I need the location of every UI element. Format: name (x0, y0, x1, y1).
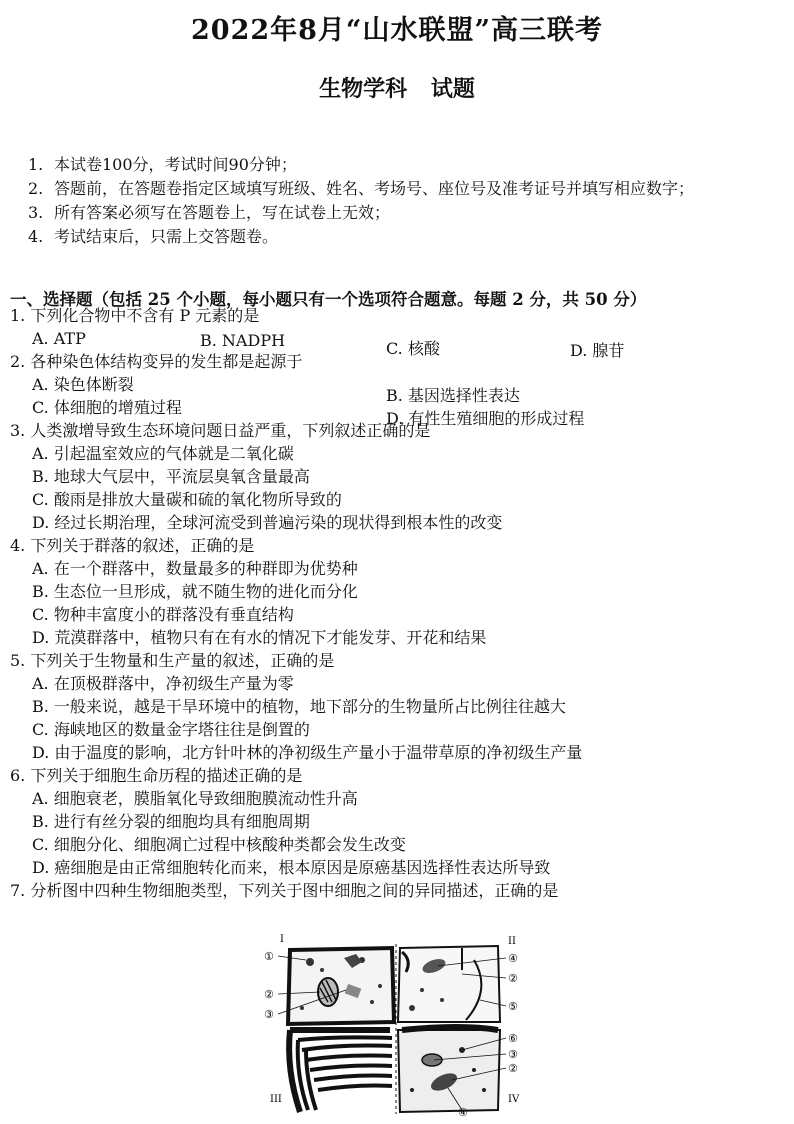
question-5 (10, 649, 790, 764)
question-stem: 6. 下列关于细胞生命历程的描述正确的是 (10, 766, 303, 785)
label-quadrant-3: III (270, 1094, 282, 1105)
option-a: A. ATP (32, 329, 86, 348)
marker-3b: ③ (508, 1048, 518, 1061)
marker-2c: ② (508, 1062, 518, 1075)
question-4 (10, 534, 790, 649)
options-row (10, 327, 790, 360)
option-d: D. 荒漠群落中，植物只有在有水的情况下才能发芽、开花和结果 (32, 628, 487, 647)
marker-6: ⑥ (508, 1032, 518, 1045)
label-quadrant-2: II (508, 936, 516, 947)
option-c: C. 酸雨是排放大量碳和硫的氧化物所导致的 (32, 490, 342, 509)
question-stem: 4. 下列关于群落的叙述，正确的是 (10, 536, 255, 555)
exam-title: 2022年8月“山水联盟”高三联考 (191, 15, 603, 46)
subject-name: 生物学科 (319, 76, 408, 102)
instruction-item: 3. 所有答案必须写在答题卷上，写在试卷上无效； (28, 203, 391, 222)
instruction-item: 2. 答题前，在答题卷指定区域填写班级、姓名、考场号、座位号及准考证号并填写相应数字； (28, 179, 695, 198)
option-d: D. 由于温度的影响，北方针叶林的净初级生产量小于温带草原的净初级生产量 (32, 743, 583, 762)
option-b: B. 地球大气层中，平流层臭氧含量最高 (32, 467, 310, 486)
questions-list (10, 304, 790, 902)
option-a: A. 细胞衰老，膜脂氧化导致细胞膜流动性升高 (32, 789, 358, 808)
label-quadrant-1: I (280, 934, 284, 945)
option-b: B. 一般来说，越是干旱环境中的植物，地下部分的生物量所占比例往往越大 (32, 697, 566, 716)
option-b: B. NADPH (200, 331, 286, 350)
option-c: C. 海峡地区的数量金字塔往往是倒置的 (32, 720, 310, 739)
marker-4b: ④ (458, 1106, 468, 1118)
option-a: A. 在顶极群落中，净初级生产量为零 (32, 674, 294, 693)
marker-2: ② (264, 988, 274, 1001)
marker-5: ⑤ (508, 1000, 518, 1013)
option-d: D. 腺苷 (570, 341, 625, 360)
option-c: C. 细胞分化、细胞凋亡过程中核酸种类都会发生改变 (32, 835, 406, 854)
paper-label: 试题 (430, 76, 475, 102)
instruction-item: 4. 考试结束后，只需上交答题卷。 (28, 227, 279, 246)
question-stem: 1. 下列化合物中不含有 P 元素的是 (10, 306, 260, 325)
option-a: A. 染色体断裂 (32, 375, 134, 394)
question-7 (10, 879, 790, 902)
instructions-list (28, 153, 788, 249)
marker-3: ③ (264, 1008, 274, 1021)
option-c: C. 核酸 (386, 339, 440, 358)
question-stem: 2. 各种染色体结构变异的发生都是起源于 (10, 352, 303, 371)
quadrant-4-cell (398, 1030, 500, 1112)
marker-1: ① (264, 950, 274, 963)
marker-4: ④ (508, 952, 518, 965)
cell-types-figure (262, 930, 542, 1118)
option-a: A. 引起温室效应的气体就是二氧化碳 (32, 444, 294, 463)
section-heading: 一、选择题（包括 25 个小题，每小题只有一个选项符合题意。每题 2 分，共 50 分） (10, 290, 647, 309)
option-b: B. 基因选择性表达 (386, 386, 520, 405)
question-stem: 3. 人类激增导致生态环境问题日益严重，下列叙述正确的是 (10, 421, 431, 440)
exam-subtitle (0, 72, 794, 103)
option-c: C. 体细胞的增殖过程 (32, 398, 182, 417)
option-d: D. 有性生殖细胞的形成过程 (386, 409, 585, 428)
option-d: D. 经过长期治理，全球河流受到普遍污染的现状得到根本性的改变 (32, 513, 503, 532)
option-d: D. 癌细胞是由正常细胞转化而来，根本原因是原癌基因选择性表达所导致 (32, 858, 551, 877)
option-a: A. 在一个群落中，数量最多的种群即为优势种 (32, 559, 358, 578)
question-3 (10, 419, 790, 534)
option-b: B. 进行有丝分裂的细胞均具有细胞周期 (32, 812, 310, 831)
question-stem: 7. 分析图中四种生物细胞类型，下列关于图中细胞之间的异同描述，正确的是 (10, 881, 559, 900)
options-row (10, 396, 790, 428)
option-b: B. 生态位一旦形成，就不随生物的进化而分化 (32, 582, 358, 601)
marker-2b: ② (508, 972, 518, 985)
question-1 (10, 304, 790, 360)
question-stem: 5. 下列关于生物量和生产量的叙述，正确的是 (10, 651, 335, 670)
instruction-item: 1. 本试卷100分，考试时间90分钟； (28, 155, 297, 174)
option-c: C. 物种丰富度小的群落没有垂直结构 (32, 605, 294, 624)
question-6 (10, 764, 790, 879)
question-2 (10, 350, 790, 428)
options-row (10, 373, 790, 405)
label-quadrant-4: IV (508, 1094, 520, 1105)
